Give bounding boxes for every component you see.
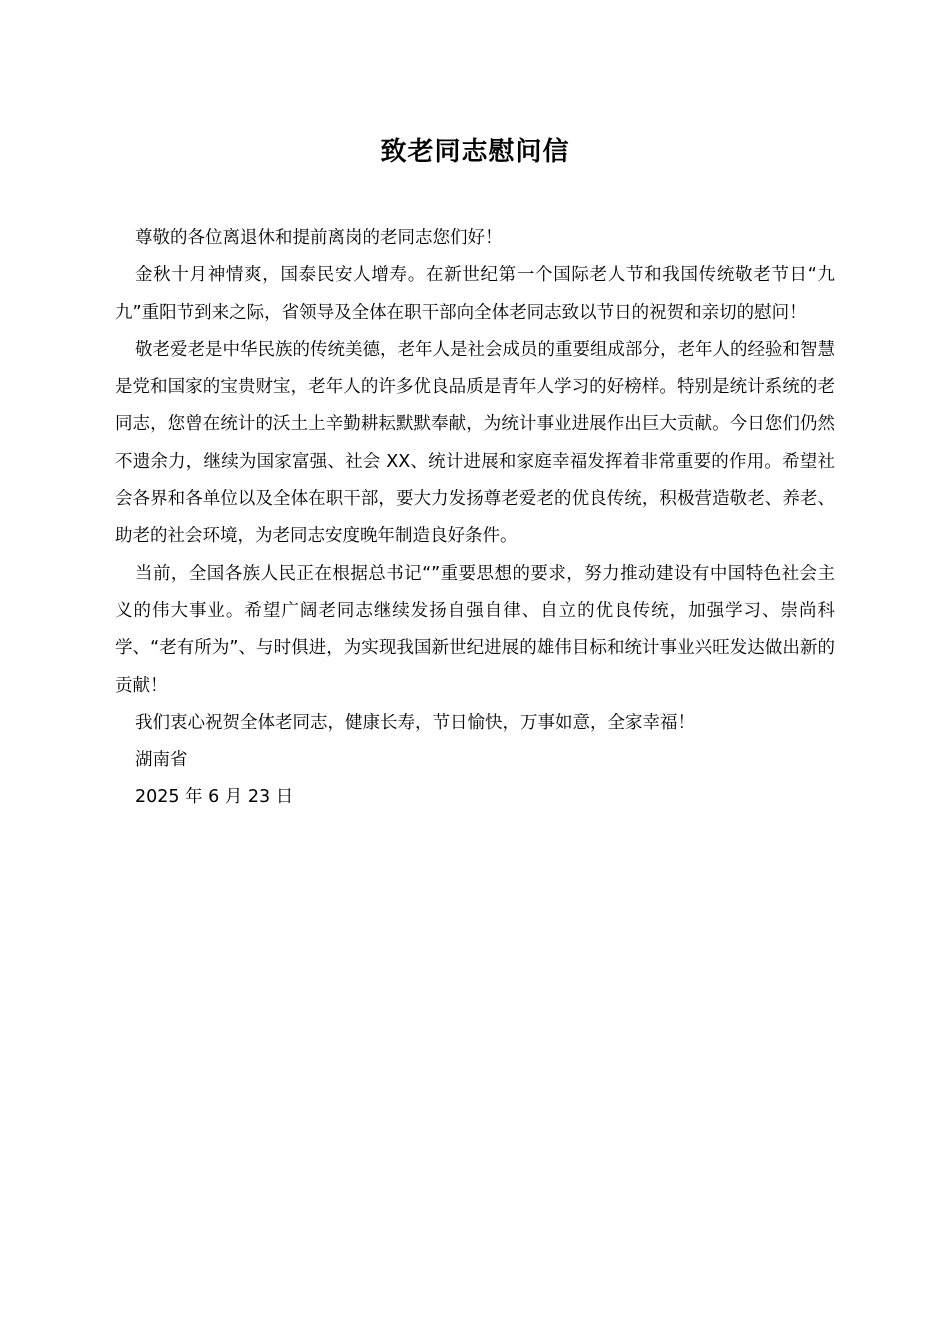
letter-body xyxy=(115,220,835,817)
greeting-paragraph: 尊敬的各位离退休和提前离岗的老同志您们好！ xyxy=(135,228,503,248)
closing-paragraph: 我们衷心祝贺全体老同志，健康长寿，节日愉快，万事如意，全家幸福！ xyxy=(135,712,695,733)
document-title: 致老同志慰问信 xyxy=(380,137,570,167)
body-paragraph: 当前，全国各族人民正在根据总书记“”重要思想的要求，努力推动建设有中国特色社会主义的伟大事业。希望广阔老同志继续发扬自强自律、自立的优良传统，加强学习、崇尚科学、“老有所为”、与时俱进，为实现我国新世纪进展的雄伟目标和统计事业兴旺发达做出新的贡献！ xyxy=(115,563,835,696)
body-paragraph: 敬老爱老是中华民族的传统美德，老年人是社会成员的重要组成部分，老年人的经验和智慧是党和国家的宝贵财宝，老年人的许多优良品质是青年人学习的好榜样。特别是统计系统的老同志，您曾在统计的沃土上辛勤耕耘默默奉献，为统计事业进展作出巨大贡献。今日您们仍然不遗余力，继续为国家富强、社会 XX、统计进展和家庭幸福发挥着非常重要的作用。希望社会各界和各单位以及全体在职干部，要大力发扬尊老爱老的优良传统，积极营造敬老、养老、助老的社会环境，为老同志安度晚年制造良好条件。 xyxy=(115,339,835,547)
signature: 湖南省 xyxy=(135,750,188,771)
date: 2025 年 6 月 23 日 xyxy=(135,787,294,808)
body-paragraph: 金秋十月神情爽，国泰民安人增寿。在新世纪第一个国际老人节和我国传统敬老节日“九九”重阳节到来之际，省领导及全体在职干部向全体老同志致以节日的祝贺和亲切的慰问！ xyxy=(115,265,835,323)
